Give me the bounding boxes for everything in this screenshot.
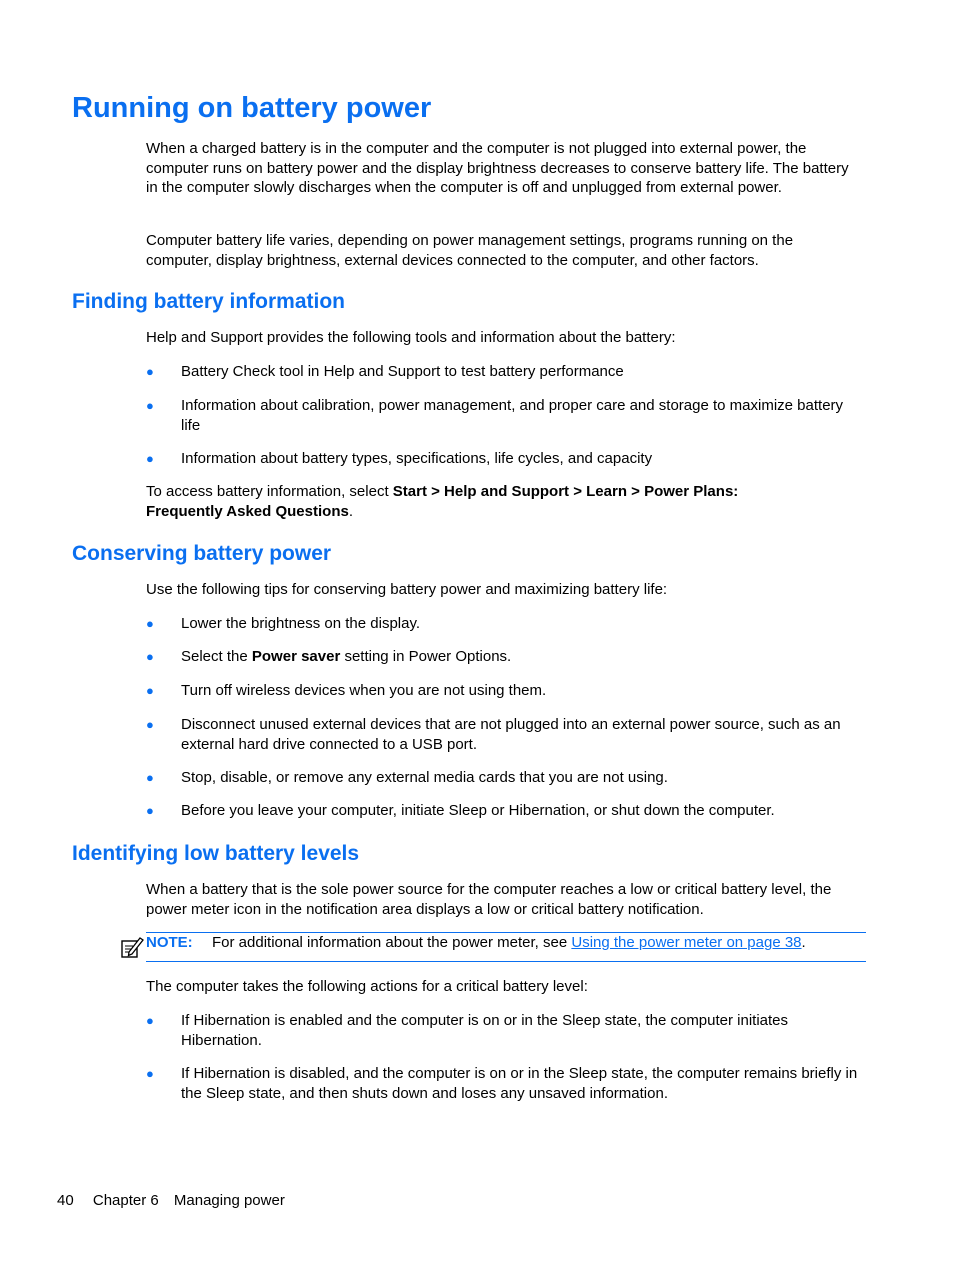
finding-heading: Finding battery information: [72, 290, 345, 313]
list-item-text: Turn off wireless devices when you are not using them.: [181, 682, 547, 699]
chapter-label: Chapter 6: [92, 1192, 159, 1209]
bullet-icon: ●: [146, 1066, 154, 1081]
list-item: [146, 1064, 866, 1103]
chapter-title: Managing power: [173, 1192, 285, 1209]
list-item-text: Lower the brightness on the display.: [181, 615, 421, 632]
identifying-heading: Identifying low battery levels: [72, 842, 360, 865]
list-item-text: If Hibernation is disabled, and the computer is on or in the Sleep state, the computer remains briefly in the Sleep state, and then shuts down and loses any unsaved information.: [181, 1065, 858, 1102]
list-item-text: Information about calibration, power management, and proper care and storage to maximize battery life: [181, 397, 844, 434]
list-item-text: [181, 647, 866, 667]
bullet-icon: ●: [146, 398, 154, 413]
list-item: [146, 801, 866, 821]
power-meter-link[interactable]: Using the power meter on page 38: [571, 934, 802, 951]
bullet-icon: ●: [146, 683, 154, 698]
list-item-text: Before you leave your computer, initiate Sleep or Hibernation, or shut down the computer.: [181, 802, 775, 819]
bullet-icon: ●: [146, 451, 154, 466]
note-box: [146, 932, 866, 962]
bullet-icon: ●: [146, 364, 154, 379]
access-prefix: To access battery information, select: [146, 483, 393, 500]
list-item-text: Information about battery types, specifications, life cycles, and capacity: [181, 450, 653, 467]
intro-paragraph-2: Computer battery life varies, depending on power management settings, programs running on the computer, display brightness, external devices connected to the computer, and other factors.: [146, 232, 794, 269]
list-item: [146, 715, 866, 754]
note-text-body: For additional information about the power meter, see: [212, 934, 572, 951]
list-item: [146, 614, 866, 634]
list-item: [146, 449, 866, 469]
bullet-icon: ●: [146, 616, 154, 631]
list-item: [146, 1011, 866, 1050]
power-saver-term: Power saver: [251, 648, 341, 665]
conserving-lead: Use the following tips for conserving battery power and maximizing battery life:: [146, 581, 668, 598]
bullet-prefix: Select the: [181, 648, 252, 665]
access-path: Start > Help and Support > Learn > Power Plans: Frequently Asked Questions: [146, 483, 739, 520]
page-number: 40: [57, 1192, 74, 1209]
access-instructions: [146, 482, 806, 521]
note-pencil-icon: [120, 935, 144, 959]
list-item: [146, 681, 866, 701]
list-item: [146, 768, 866, 788]
bullet-icon: ●: [146, 803, 154, 818]
list-item-text: Disconnect unused external devices that are not plugged into an external power source, such as an external hard drive connected to a USB port.: [181, 716, 841, 753]
page-title: Running on battery power: [72, 92, 432, 124]
list-item-text: If Hibernation is enabled and the computer is on or in the Sleep state, the computer initiates Hibernation.: [181, 1012, 789, 1049]
list-item: [146, 396, 866, 435]
intro-paragraph-1: When a charged battery is in the computer and the computer is not plugged into external power, the computer runs on battery power and the display brightness decreases to conserve battery life. The battery in the computer slowly discharges when the computer is off and unplugged from external power.: [146, 140, 849, 196]
note-text-end: .: [801, 934, 806, 951]
list-item-text: Stop, disable, or remove any external media cards that you are not using.: [181, 769, 668, 786]
bullet-icon: ●: [146, 717, 154, 732]
note-text: [212, 933, 806, 952]
identifying-lead: When a battery that is the sole power source for the computer reaches a low or critical battery level, the power meter icon in the notification area displays a low or critical battery notification.: [146, 881, 832, 918]
bullet-icon: ●: [146, 770, 154, 785]
bullet-suffix: setting in Power Options.: [340, 648, 512, 665]
finding-lead: Help and Support provides the following tools and information about the battery:: [146, 329, 676, 346]
bullet-icon: ●: [146, 1013, 154, 1028]
list-item-text: Battery Check tool in Help and Support to test battery performance: [181, 363, 624, 380]
bullet-icon: ●: [146, 649, 154, 664]
page-footer: [57, 1191, 285, 1211]
critical-lead: The computer takes the following actions for a critical battery level:: [146, 978, 588, 995]
note-label: NOTE:: [146, 934, 193, 951]
list-item: [146, 647, 866, 667]
access-suffix: .: [348, 502, 353, 520]
list-item: [146, 362, 866, 382]
conserving-heading: Conserving battery power: [72, 542, 332, 565]
